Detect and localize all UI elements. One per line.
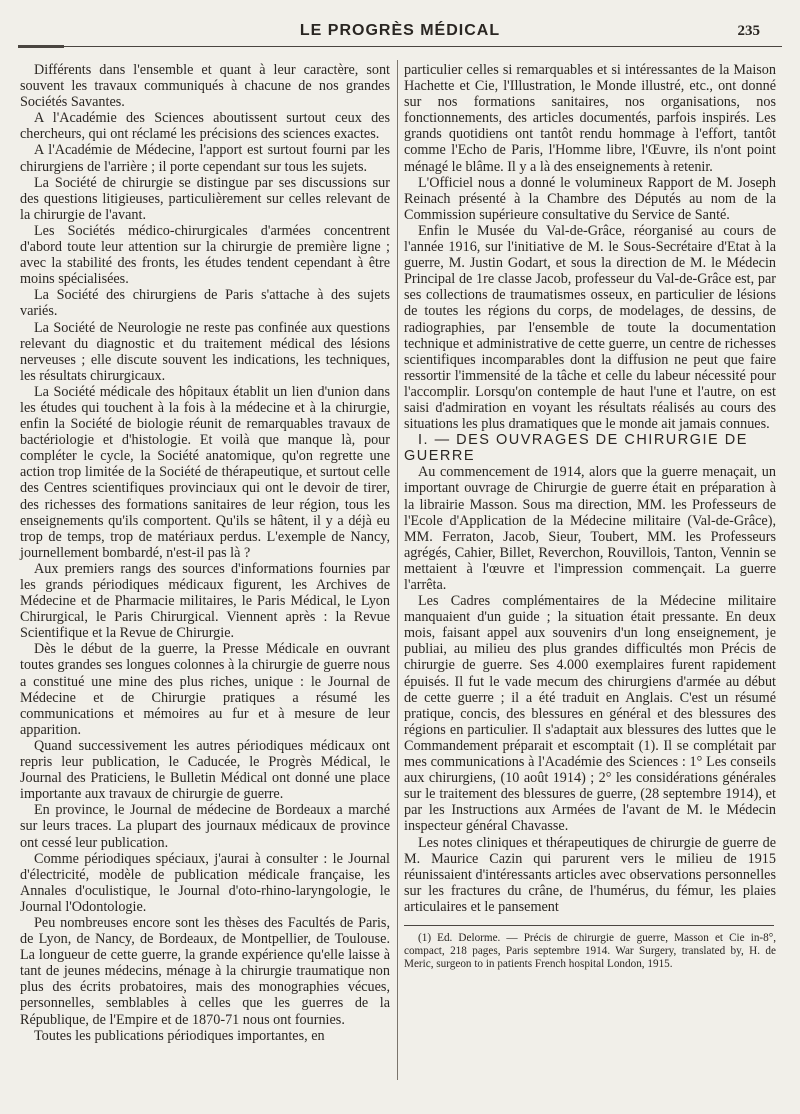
paragraph: Dès le début de la guerre, la Presse Médicale en ouvrant toutes grandes ses longues colonnes à la chirurgie de guerre nous a constitué une mine des plus riches, unique : le Journal de Médecine et de Chirurgie pratiques a résumé les communications et mémoires au fur et à mesure de leur apparition.: [20, 641, 390, 738]
footnote-rule: [404, 925, 774, 926]
paragraph: La Société de Neurologie ne reste pas confinée aux questions relevant du diagnostic et du traitement médical des lésions nerveuses ; elle discute souvent les indications, les techniques, les résultats chirurgicaux.: [20, 319, 390, 384]
paragraph: La Société de chirurgie se distingue par ses discussions sur des questions litigieuses, particulièrement sur celles relevant de la chirurgie de l'avant.: [20, 174, 390, 223]
paragraph: A l'Académie de Médecine, l'apport est surtout fourni par les chirurgiens de l'arrière ; il porte cependant sur tous les sujets.: [20, 142, 390, 175]
footnote: (1) Ed. Delorme. — Précis de chirurgie de guerre, Masson et Cie in-8°, compact, 218 pages, Paris septembre 1914. War Surgery, translated by, H. de Meric, surgeon to in patients French hospital London, 1915.: [404, 931, 776, 970]
paragraph: Quand successivement les autres périodiques médicaux ont repris leur publication, le Caducée, le Progrès Médical, le Journal des Praticiens, le Bulletin Médical ont donné une place importante aux travaux de chirurgie de guerre.: [20, 737, 390, 803]
left-column: [20, 62, 390, 1044]
paragraph: La Société des chirurgiens de Paris s'attache à des sujets variés.: [20, 287, 390, 320]
paragraph: Peu nombreuses encore sont les thèses des Facultés de Paris, de Lyon, de Nancy, de Bordeaux, de Montpellier, de Toulouse. La longueur de cette guerre, la grande expérience qu'elle laisse à tant de jeunes médecins, ménage à la chirurgie traumatique non plus des écrits probatoires, mais des monographies vécues, personnelles, semblables à celles que les guerres de la République, de l'Empire et de 1870-71 nous ont fournies.: [20, 914, 390, 1028]
paragraph: La Société médicale des hôpitaux établit un lien d'union dans les études qui touchent à la fois à la médecine et à la chirurgie, enfin la Société de biologie réunit de remarquables travaux de bactériologie et d'histologie. Et voilà que manque là, pour compléter le cycle, la Société anatomique, qu'on regrette une action trop limitée de la Société de thérapeutique, et surtout celle des Centres scientifiques provinciaux qui ont le devoir de tirer, des richesses des formations sanitaires de leur région, tous les enseignements qu'ils comportent. Qu'ils se hâtent, il y a déjà eu trop de temps, trop de matériaux perdus. L'exemple de Nancy, journellement bombardé, n'est-il pas là ?: [20, 383, 390, 561]
page-number: 235: [737, 23, 760, 39]
header-rule-thin: [64, 46, 782, 47]
section-heading: I. — DES OUVRAGES DE CHIRURGIE DE GUERRE: [404, 432, 748, 465]
paragraph: Aux premiers rangs des sources d'informations fournies par les grands périodiques médicaux figurent, les Archives de Médecine et de Pharmacie militaires, le Paris Médical, le Lyon Chirurgical, le Paris Chirurgical. Viennent après : la Revue Scientifique et la Revue de Chirurgie.: [20, 560, 390, 642]
right-column: [404, 62, 776, 971]
paragraph: A l'Académie des Sciences aboutissent surtout ceux des chercheurs, qui ont réclamé les précisions des sciences exactes.: [20, 110, 390, 143]
paragraph: Les notes cliniques et thérapeutiques de chirurgie de guerre de M. Maurice Cazin qui parurent vers le milieu de 1915 réunissaient d'intéressants articles avec observations personnelles sur les fractures du crâne, de l'humérus, du fémur, les plaies articulaires et le pansement: [404, 834, 776, 915]
paragraph: Au commencement de 1914, alors que la guerre menaçait, un important ouvrage de Chirurgie de guerre était en préparation à la librairie Masson. Sous ma direction, MM. les Professeurs de l'Ecole d'Application de la Médecine militaire (Val-de-Grâce), MM. Ferraton, Jacob, Sieur, Toubert, MM. les Professeurs agrégés, Cahier, Billet, Reverchon, Rouvillois, Tanton, Vennin se mettaient à l'œuvre et l'impression commençait. La guerre l'arrêta.: [404, 464, 776, 593]
paragraph: particulier celles si remarquables et si intéressantes de la Maison Hachette et Cie, l'Illustration, le Monde illustré, etc., ont donné sur nos formations sanitaires, nos organisations, nos fonctionnements, des articles documentés, parfois inspirés. Les grands quotidiens ont tantôt rendu hommage à l'effort, tantôt comme l'Echo de Paris, l'Homme libre, l'Œuvre, ils n'ont point ménagé le blâme. Il y a là des enseignements à retenir.: [404, 62, 776, 175]
paragraph: Les Sociétés médico-chirurgicales d'armées concentrent d'abord toute leur attention sur la chirurgie de première ligne ; avec la stabilité des fronts, les études tendent cependant à être moins spécialisées.: [20, 222, 390, 288]
paragraph: Enfin le Musée du Val-de-Grâce, réorganisé au cours de l'année 1916, sur l'initiative de M. le Sous-Secrétaire d'Etat à la guerre, M. Justin Godart, et sous la direction de M. le Médecin Principal de 1re classe Jacob, professeur du Val-de-Grâce est, par ses collections de traumatismes osseux, en particulier de lésions de toutes les régions du corps, de modelages, de dessins, de radiographies, par l'ensemble de toute la documentation technique et administrative de cette guerre, un centre de richesses scientifiques incomparables dont la diffusion ne peut que faire ressortir l'immensité de la tâche et celle du labeur nécessité pour l'accomplir. Lorsqu'on contemple de haut l'une et l'autre, on est saisi d'admiration en voyant les résultats réalisés au cours des situations les plus dramatiques que le monde ait jamais connues.: [404, 222, 776, 433]
paragraph: Comme périodiques spéciaux, j'aurai à consulter : le Journal d'électricité, modèle de publication médicale française, les Annales d'oculistique, le Journal d'oto-rhino-laryngologie, le Journal l'Odontologie.: [20, 850, 390, 915]
page-header: [18, 20, 782, 46]
paragraph: Toutes les publications périodiques importantes, en: [34, 1027, 325, 1044]
journal-title: LE PROGRÈS MÉDICAL: [299, 22, 501, 39]
column-divider: [397, 60, 398, 1080]
paragraph: Les Cadres complémentaires de la Médecine militaire manquaient d'un guide ; la situation était pressante. En deux mois, faisant appel aux souvenirs d'un long enseignement, je publiai, au milieu des plus grandes difficultés mon Précis de chirurgie de guerre. Ses 4.000 exemplaires furent rapidement épuisés. Il fut le vade mecum des chirurgiens d'armée au début de cette guerre ; il a été traduit en Anglais. C'est un résumé pratique, concis, des blessures en général et des blessures des régions en particulier. Il s'adaptait aux blessures des luttes que le Commandement préparait et escomptait (1). Il se complétait par mes communications à l'Académie des Sciences : 1° Les conseils aux chirurgiens, (10 août 1914) ; 2° les considérations générales sur le traitement des blessures de guerre, (28 septembre 1914), et par les Instructions aux Armées de l'avant de M. le Médecin inspecteur général Chavasse.: [404, 593, 776, 835]
paragraph: Différents dans l'ensemble et quant à leur caractère, sont souvent les travaux communiqués à chacune de nos grandes Sociétés Savantes.: [20, 62, 390, 111]
paragraph: En province, le Journal de médecine de Bordeaux a marché sur leurs traces. La plupart des journaux médicaux de province ont cessé leur publication.: [20, 802, 390, 851]
header-rule-thick: [18, 45, 64, 48]
paragraph: L'Officiel nous a donné le volumineux Rapport de M. Joseph Reinach présenté à la Chambre des Députés au nom de la Commission supérieure consultative du Service de Santé.: [404, 174, 776, 223]
